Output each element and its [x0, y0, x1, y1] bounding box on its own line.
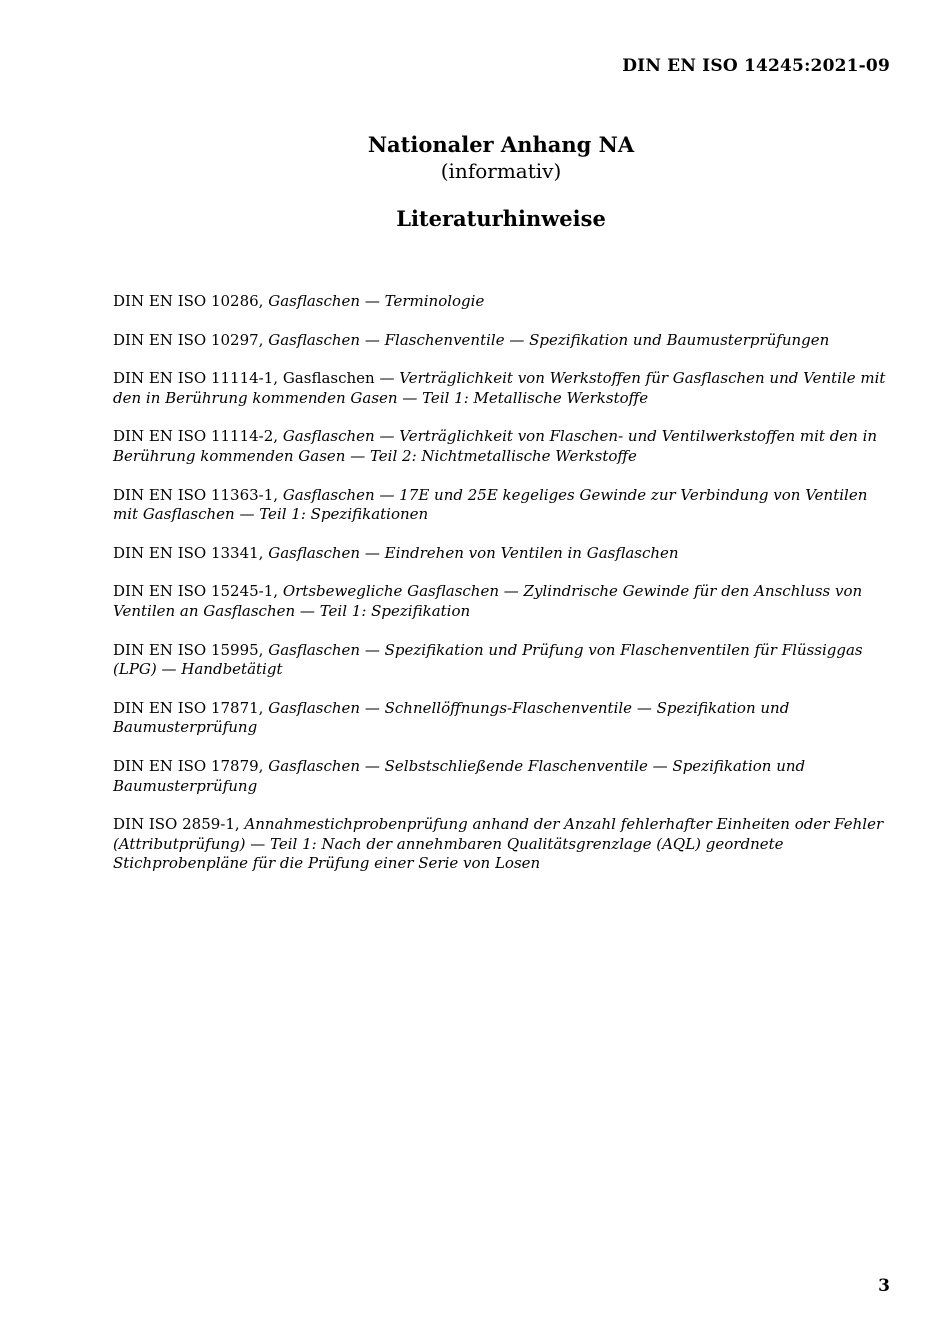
reference-title: Annahmestichprobenprüfung anhand der Anzahl fehlerhafter Einheiten oder Fehler (Attributprüfung) — Teil 1: Nach der annehmbaren Qualitätsgrenzlage (AQL) geordnete Stichprobenpläne für die Prüfung einer Serie von Losen — [113, 815, 884, 873]
reference-item — [113, 582, 893, 621]
reference-item — [113, 641, 893, 680]
reference-title: Gasflaschen — Eindrehen von Ventilen in Gasflaschen — [268, 543, 679, 562]
reference-standard: DIN EN ISO 11114-2, — [113, 427, 283, 446]
reference-title: Gasflaschen — Spezifikation und Prüfung von Flaschenventilen für Flüssiggas (LPG) — Handbetätigt — [113, 640, 863, 679]
reference-item — [113, 427, 893, 466]
reference-item — [113, 815, 893, 874]
annex-title: Nationaler Anhang NA — [367, 132, 635, 157]
reference-standard: DIN ISO 2859-1, — [113, 815, 245, 834]
reference-standard: DIN EN ISO 15995, — [113, 640, 269, 659]
reference-title: Gasflaschen — 17E und 25E kegeliges Gewinde zur Verbindung von Ventilen mit Gasflaschen — Teil 1: Spezifikationen — [113, 485, 868, 524]
reference-standard: DIN EN ISO 15245-1, — [113, 582, 283, 601]
reference-title: Gasflaschen — Schnellöffnungs-Flaschenventile — Spezifikation und Baumusterprüfung — [113, 698, 790, 737]
reference-list — [113, 292, 893, 893]
reference-title: Gasflaschen — Flaschenventile — Spezifikation und Baumusterprüfungen — [268, 330, 830, 349]
reference-title: Verträglichkeit von Werkstoffen für Gasflaschen und Ventile mit den in Berührung kommenden Gasen — Teil 1: Metallische Werkstoffe — [113, 369, 886, 407]
reference-standard: DIN EN ISO 17871, — [113, 698, 269, 717]
document-id: DIN EN ISO 14245:2021-09 — [622, 56, 890, 76]
reference-standard: DIN EN ISO 10286, — [113, 292, 269, 310]
reference-title: Gasflaschen — Verträglichkeit von Flaschen- und Ventilwerkstoffen mit den in Berührung kommenden Gasen — Teil 2: Nichtmetallische Werkstoffe — [113, 427, 878, 465]
reference-item — [113, 699, 893, 738]
reference-standard: DIN EN ISO 11363-1, — [113, 485, 283, 504]
section-title: Literaturhinweise — [396, 206, 606, 231]
annex-subtitle: (informativ) — [440, 159, 562, 183]
reference-item — [113, 331, 893, 351]
reference-item — [113, 292, 893, 312]
reference-title: Gasflaschen — Selbstschließende Flaschenventile — Spezifikation und Baumusterprüfung — [113, 756, 806, 795]
reference-item — [113, 757, 893, 796]
reference-plain: Gasflaschen — — [282, 369, 400, 388]
reference-item — [113, 486, 893, 525]
reference-title: Gasflaschen — Terminologie — [268, 292, 485, 310]
reference-standard: DIN EN ISO 11114-1, — [113, 369, 283, 388]
reference-standard: DIN EN ISO 17879, — [113, 756, 269, 775]
reference-standard: DIN EN ISO 13341, — [113, 543, 269, 562]
reference-item — [113, 369, 893, 408]
reference-item — [113, 544, 893, 564]
reference-title: Ortsbewegliche Gasflaschen — Zylindrische Gewinde für den Anschluss von Ventilen an Gasflaschen — Teil 1: Spezifikation — [113, 582, 863, 620]
heading-block — [0, 131, 950, 232]
page-number: 3 — [878, 1276, 890, 1296]
reference-standard: DIN EN ISO 10297, — [113, 330, 269, 349]
